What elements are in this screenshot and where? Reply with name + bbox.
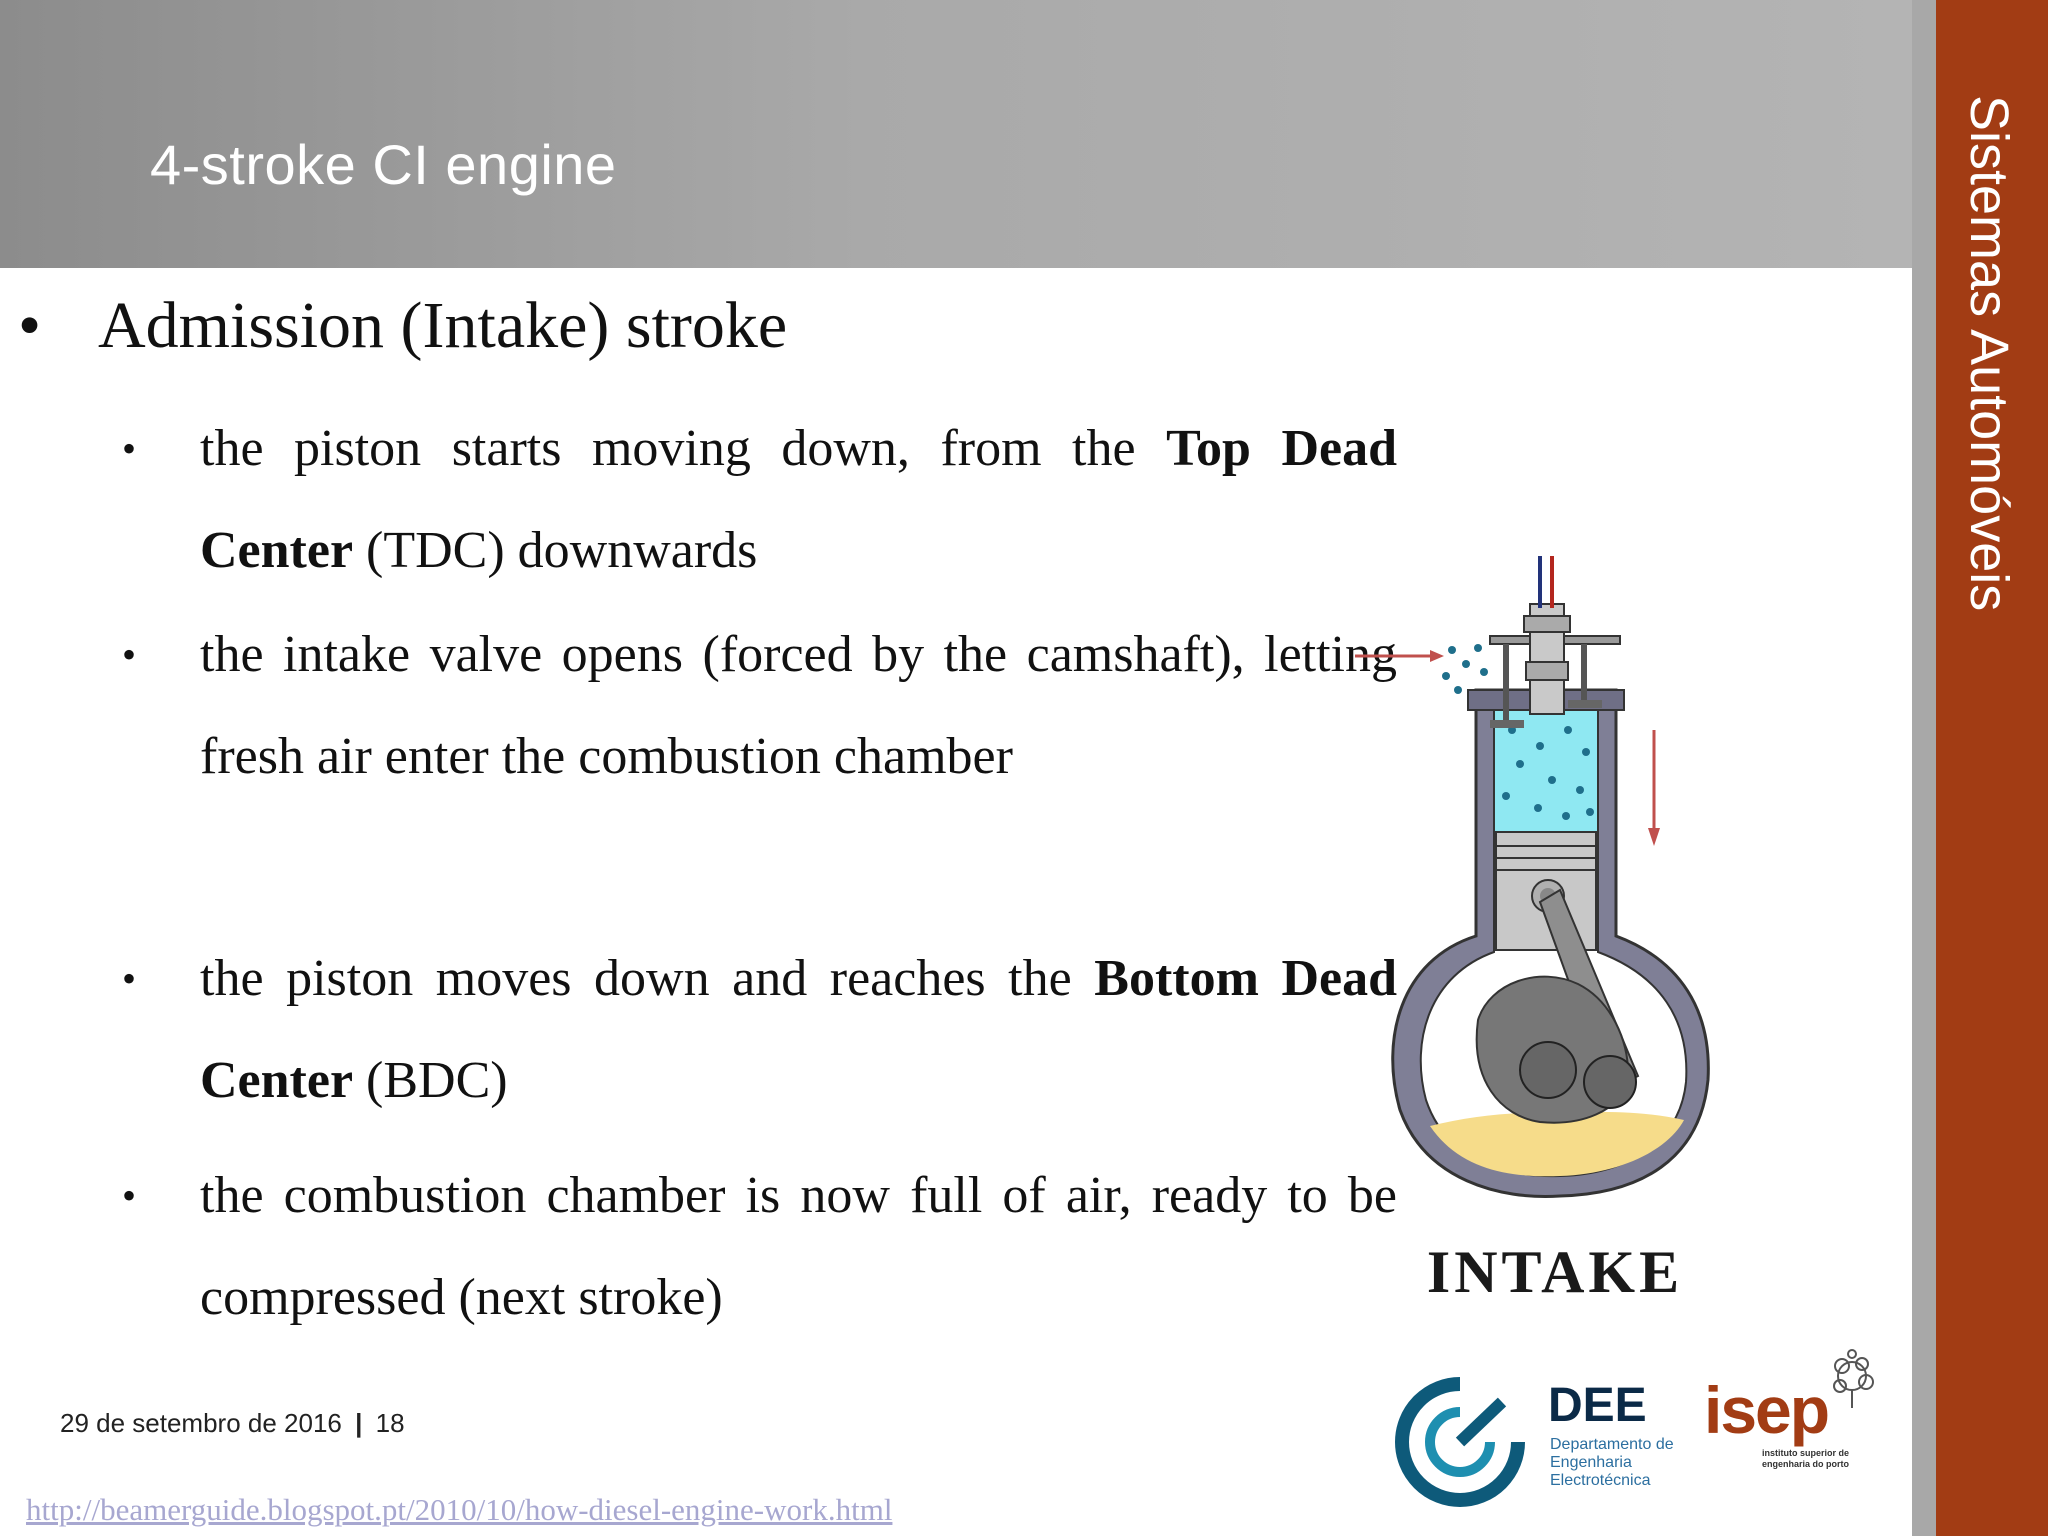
- text-run: the intake valve opens (forced by the camshaft), letting fresh air enter the combustion chamber: [200, 626, 1397, 785]
- text-run: the piston moves down and reaches the: [200, 950, 1095, 1007]
- bullet-marker: •: [122, 426, 137, 471]
- slide-footer: [60, 1408, 405, 1439]
- slide-header: [0, 0, 1912, 268]
- bold-term: Top Dead Center: [200, 420, 1397, 579]
- main-bullet-marker: •: [18, 289, 42, 362]
- crank-journal: [1520, 1042, 1576, 1098]
- engine-intake-diagram: [1350, 548, 1730, 1208]
- footer-date: 29 de setembro de 2016: [60, 1408, 342, 1438]
- text-run: the combustion chamber is now full of air, ready to be compressed (next stroke): [200, 1167, 1397, 1326]
- dee-logo-subtitle: Departamento de Engenharia Electrotécnica: [1550, 1436, 1674, 1489]
- text-run: the piston starts moving down, from the: [200, 420, 1167, 477]
- down-arrowhead-icon: [1648, 828, 1660, 846]
- main-bullet-text: Admission (Intake) stroke: [98, 289, 788, 362]
- intake-valve-head: [1490, 720, 1524, 728]
- crank-pin: [1584, 1056, 1636, 1108]
- sub-bullet-text: [200, 1145, 1397, 1349]
- text-run: (BDC): [353, 1052, 508, 1109]
- sidebar-title: Sistemas Automóveis: [1959, 95, 2019, 612]
- bullet-marker: •: [122, 632, 137, 677]
- footer-separator: |: [355, 1408, 363, 1438]
- isep-emblem-icon: [1820, 1346, 1884, 1416]
- isep-logo-subtitle: instituto superior de engenharia do porto: [1762, 1448, 1850, 1469]
- slide-title: 4-stroke CI engine: [150, 133, 617, 196]
- dee-logo-icon: [1390, 1372, 1530, 1512]
- exhaust-valve-head: [1568, 700, 1602, 708]
- page-number: 18: [375, 1408, 405, 1438]
- dee-logo-name: DEE: [1548, 1379, 1647, 1432]
- text-run: (TDC) downwards: [353, 522, 758, 579]
- sub-bullet-text: [200, 928, 1397, 1132]
- bullet-marker: •: [122, 956, 137, 1001]
- source-link[interactable]: http://beamerguide.blogspot.pt/2010/10/how-diesel-engine-work.html: [26, 1492, 893, 1527]
- bold-term: Bottom Dead Center: [200, 950, 1397, 1109]
- sub-bullet-text: [200, 604, 1397, 808]
- sidebar-divider: [1912, 0, 1936, 1536]
- sub-bullet-text: [200, 398, 1397, 602]
- bullet-marker: •: [122, 1173, 137, 1218]
- figure-caption: INTAKE: [1426, 1239, 1684, 1305]
- intake-arrowhead-icon: [1430, 650, 1444, 662]
- isep-logo-name: isep: [1704, 1373, 1829, 1447]
